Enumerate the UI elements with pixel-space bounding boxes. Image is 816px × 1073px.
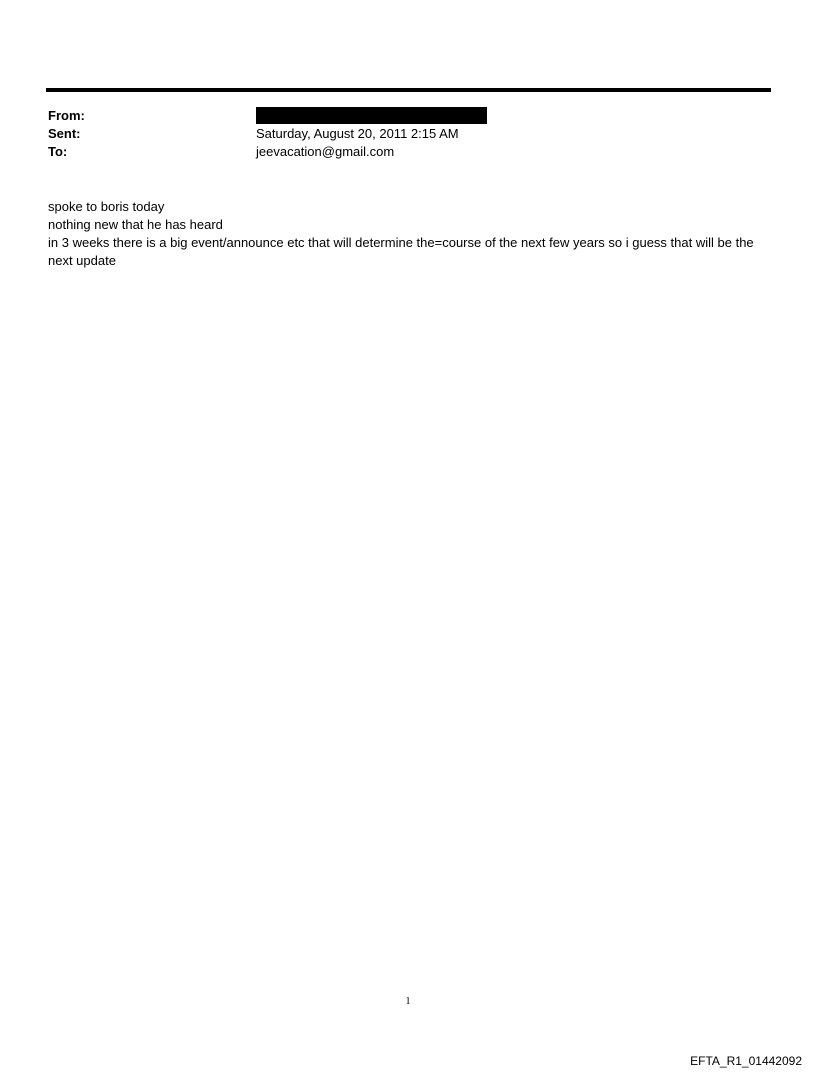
sent-value: Saturday, August 20, 2011 2:15 AM [256, 126, 459, 141]
redacted-sender-block [256, 107, 487, 124]
document-id-stamp: EFTA_R1_01442092 [690, 1054, 802, 1068]
header-divider-rule [46, 88, 771, 92]
from-label: From: [48, 108, 85, 123]
email-body [48, 198, 778, 270]
to-label: To: [48, 144, 68, 159]
body-line: spoke to boris today [48, 199, 165, 214]
to-value: jeevacation@gmail.com [256, 144, 395, 159]
body-line: nothing new that he has heard [48, 217, 223, 232]
page-number: 1 [405, 996, 411, 1007]
sent-label: Sent: [48, 126, 81, 141]
body-line: in 3 weeks there is a big event/announce etc that will determine the=course of the next few years so i guess that will be the next update [48, 235, 754, 268]
